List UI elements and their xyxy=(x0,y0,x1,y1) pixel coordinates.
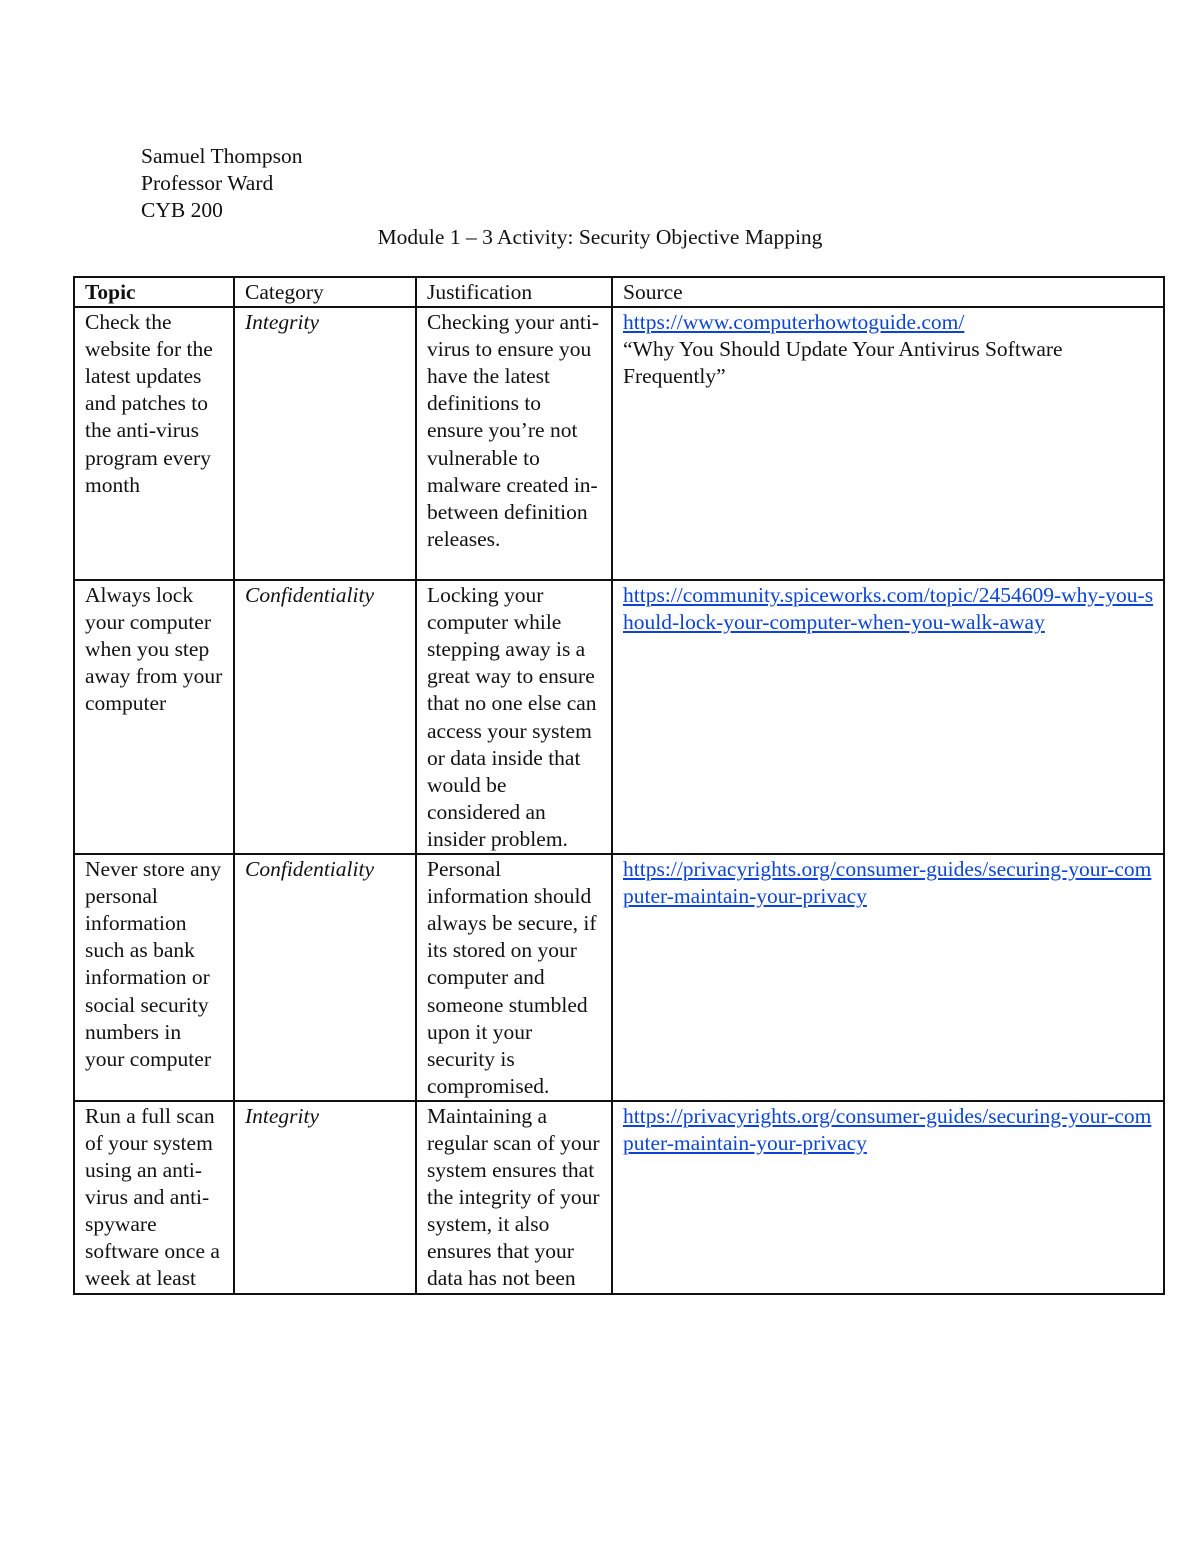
column-header-justification: Justification xyxy=(416,277,612,307)
column-header-category: Category xyxy=(234,277,416,307)
source-link[interactable]: https://privacyrights.org/consumer-guides/securing-your-computer-maintain-your-privacy xyxy=(623,1103,1152,1155)
column-header-source: Source xyxy=(612,277,1164,307)
source-cell xyxy=(612,1101,1164,1294)
source-article-title: “Why You Should Update Your Antivirus Software Frequently” xyxy=(623,337,1063,389)
justification-cell: Locking your computer while stepping away is a great way to ensure that no one else can access your system or data inside that would be considered an insider problem. xyxy=(416,580,612,854)
topic-cell: Never store any personal information such as bank information or social security numbers in your computer xyxy=(74,854,234,1101)
table-row xyxy=(74,580,1164,854)
topic-cell: Run a full scan of your system using an anti-virus and anti-spyware software once a week at least xyxy=(74,1101,234,1294)
justification-cell: Maintaining a regular scan of your system ensures that the integrity of your system, it also ensures that your data has not been xyxy=(416,1101,612,1294)
student-name: Samuel Thompson xyxy=(141,144,303,168)
table-row xyxy=(74,854,1164,1101)
source-link[interactable]: https://community.spiceworks.com/topic/2454609-why-you-should-lock-your-computer-when-you-walk-away xyxy=(623,583,1154,635)
category-cell: Integrity xyxy=(234,307,416,580)
category-cell: Integrity xyxy=(234,1101,416,1294)
justification-cell: Personal information should always be secure, if its stored on your computer and someone stumbled upon it your security is compromised. xyxy=(416,854,612,1101)
topic-cell: Check the website for the latest updates and patches to the anti-virus program every month xyxy=(74,307,234,580)
security-objective-table xyxy=(73,276,1165,1295)
table-row xyxy=(74,1101,1164,1294)
column-header-topic: Topic xyxy=(74,277,234,307)
source-link[interactable]: https://www.computerhowtoguide.com/ xyxy=(623,310,965,335)
category-cell: Confidentiality xyxy=(234,854,416,1101)
source-link[interactable]: https://privacyrights.org/consumer-guides/securing-your-computer-maintain-your-privacy xyxy=(623,857,1152,909)
source-cell xyxy=(612,580,1164,854)
course-code: CYB 200 xyxy=(141,198,223,222)
source-cell xyxy=(612,854,1164,1101)
table-header-row xyxy=(74,277,1164,307)
justification-cell: Checking your anti-virus to ensure you have the latest definitions to ensure you’re not vulnerable to malware created in-between definition releases. xyxy=(416,307,612,580)
professor-name: Professor Ward xyxy=(141,171,274,195)
source-cell xyxy=(612,307,1164,580)
topic-cell: Always lock your computer when you step away from your computer xyxy=(74,580,234,854)
document-title: Module 1 – 3 Activity: Security Objective Mapping xyxy=(377,225,823,249)
category-cell: Confidentiality xyxy=(234,580,416,854)
table-row xyxy=(74,307,1164,580)
author-block xyxy=(141,143,302,224)
